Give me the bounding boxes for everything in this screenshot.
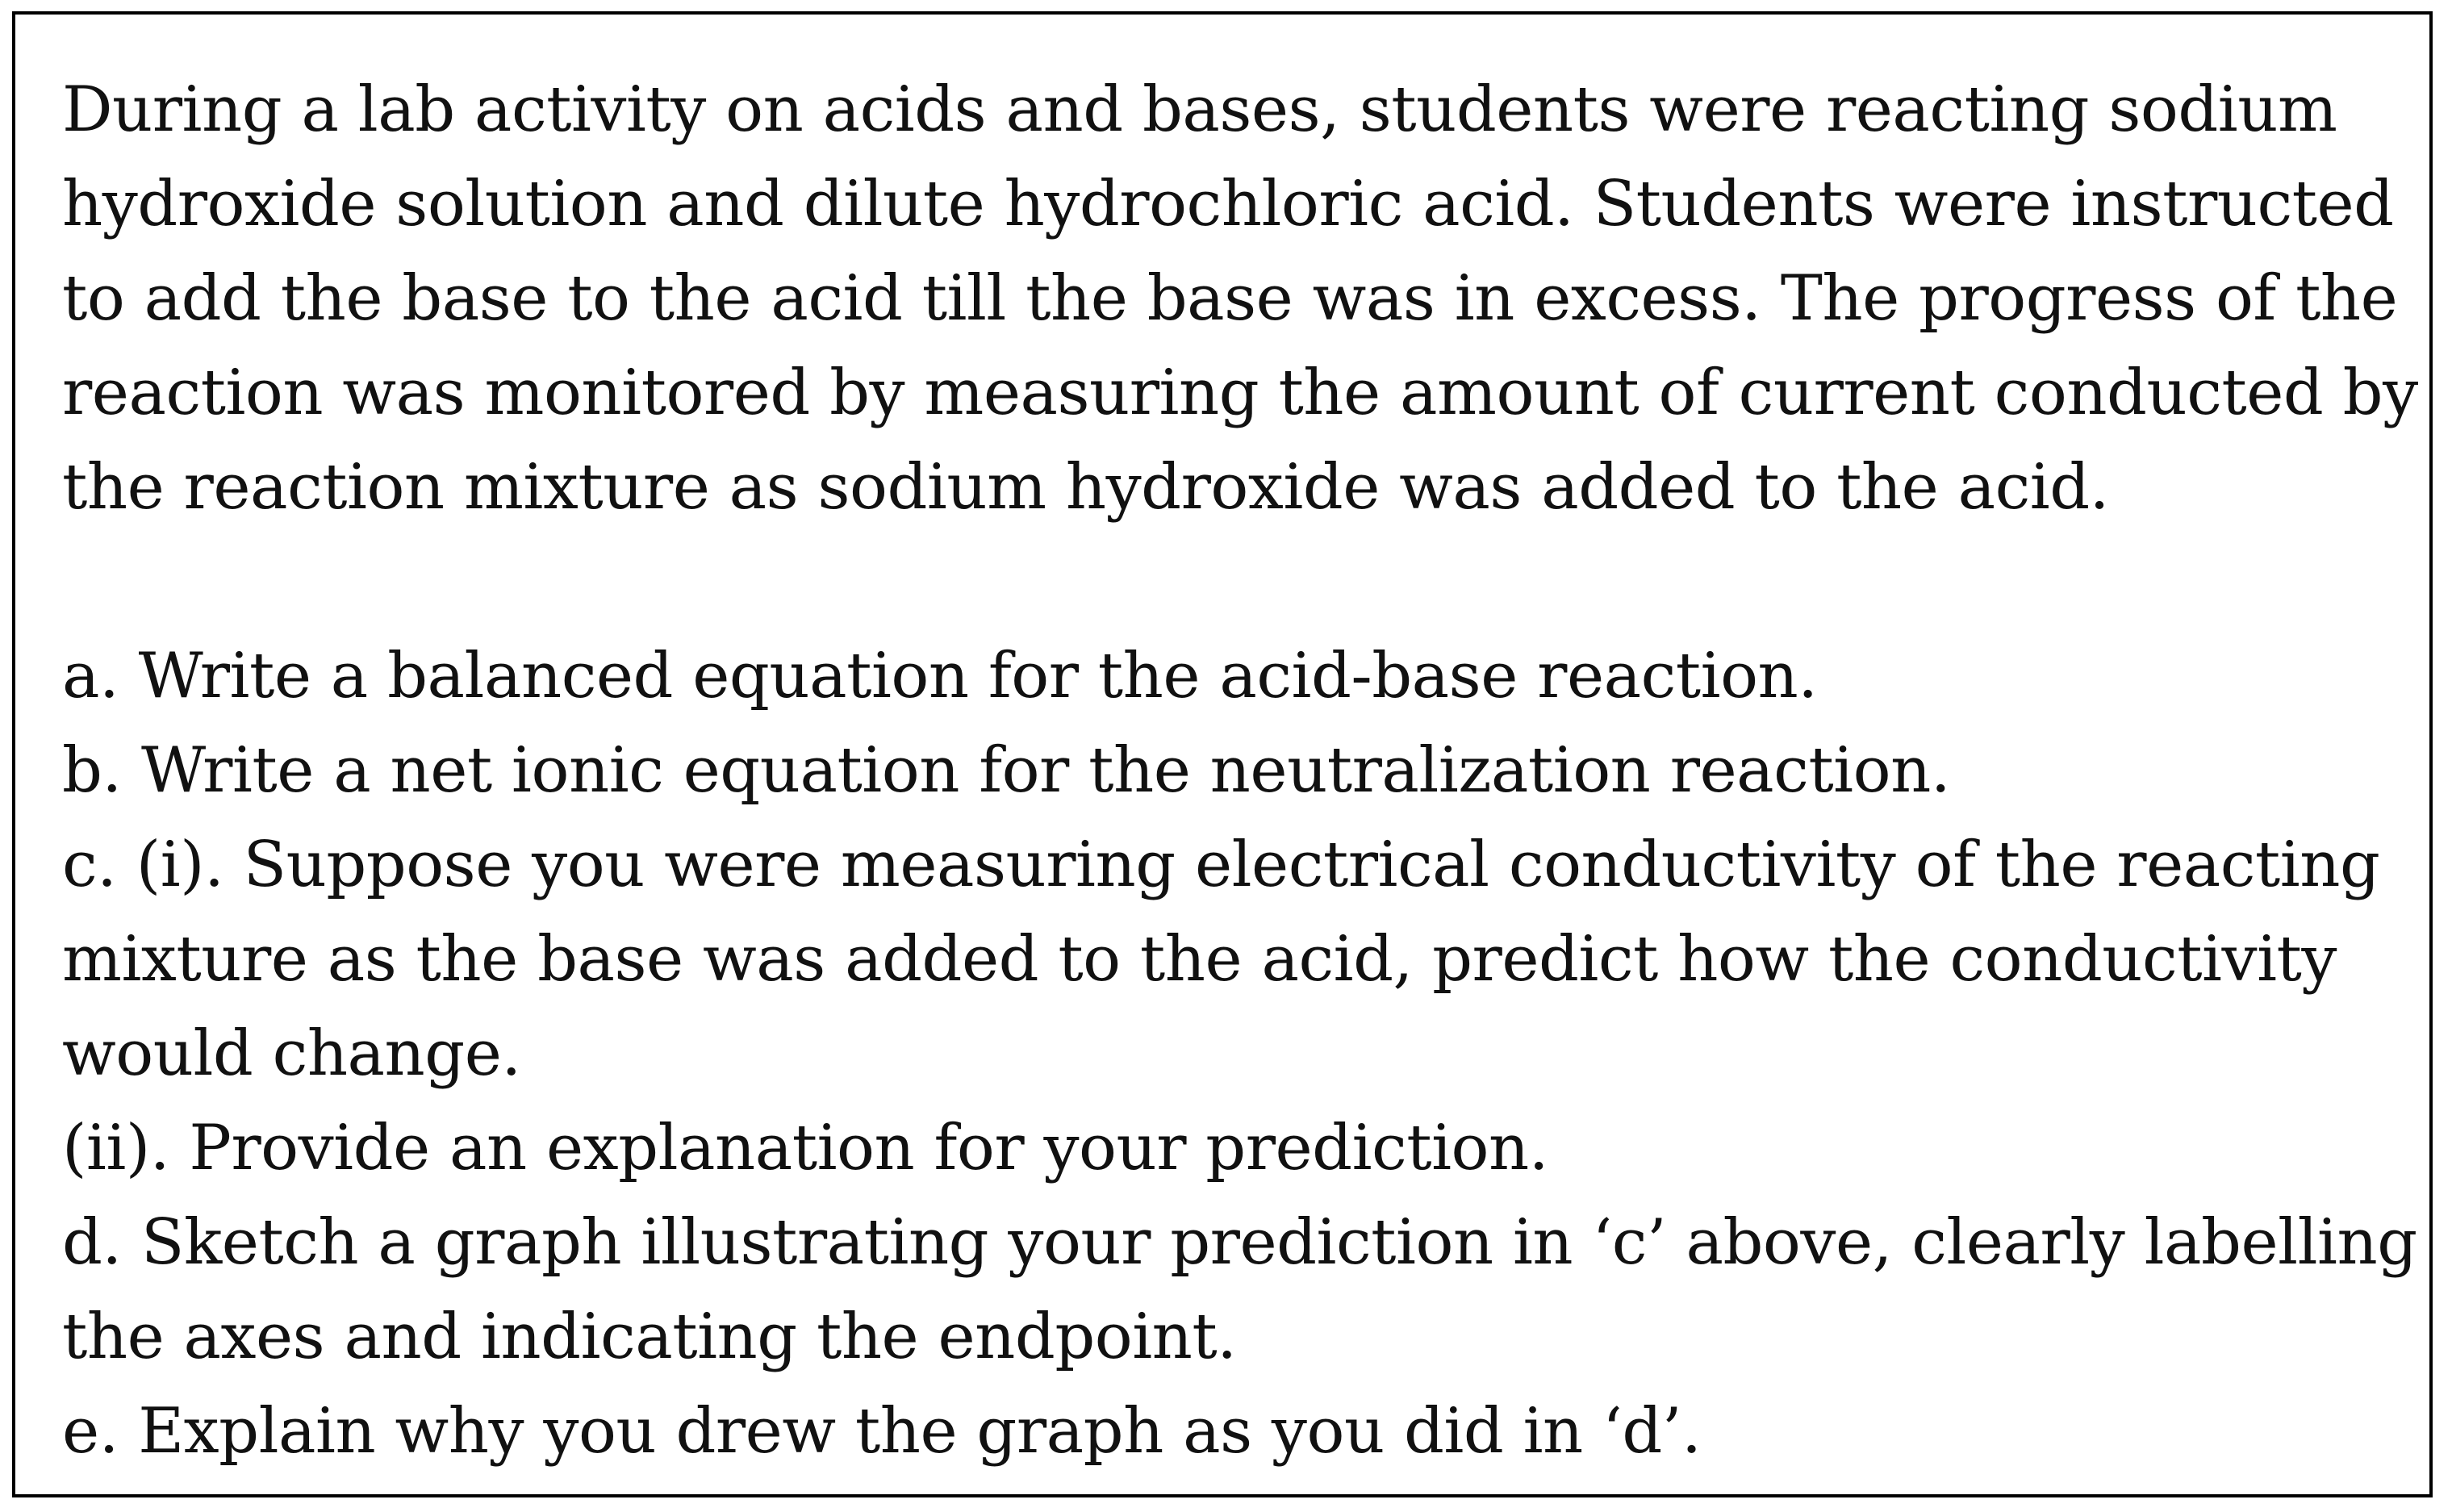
question-a: a. Write a balanced equation for the acid-base reaction. — [62, 640, 1818, 712]
question-text — [62, 63, 2434, 1479]
question-d-cont: the axes and indicating the endpoint. — [62, 1301, 1237, 1373]
question-e: e. Explain why you drew the graph as you did in ‘d’. — [62, 1395, 1702, 1468]
question-c-i: c. (i). Suppose you were measuring electrical conductivity of the reacting — [62, 829, 2380, 901]
intro-line: During a lab activity on acids and bases, students were reacting sodium — [62, 73, 2337, 146]
question-c-ii: (ii). Provide an explanation for your prediction. — [62, 1112, 1549, 1184]
question-b: b. Write a net ionic equation for the neutralization reaction. — [62, 734, 1951, 807]
intro-line: the reaction mixture as sodium hydroxide was added to the acid. — [62, 451, 2109, 524]
intro-line: reaction was monitored by measuring the amount of current conducted by — [62, 357, 2418, 429]
paragraph-gap — [62, 535, 2434, 629]
intro-line: hydroxide solution and dilute hydrochloric acid. Students were instructed — [62, 168, 2394, 240]
intro-line: to add the base to the acid till the base was in excess. The progress of the — [62, 262, 2398, 335]
question-box — [12, 11, 2433, 1497]
question-d: d. Sketch a graph illustrating your prediction in ‘c’ above, clearly labelling — [62, 1206, 2417, 1279]
question-c-i-cont: would change. — [62, 1017, 521, 1090]
question-c-i-cont: mixture as the base was added to the acid, predict how the conductivity — [62, 923, 2337, 996]
